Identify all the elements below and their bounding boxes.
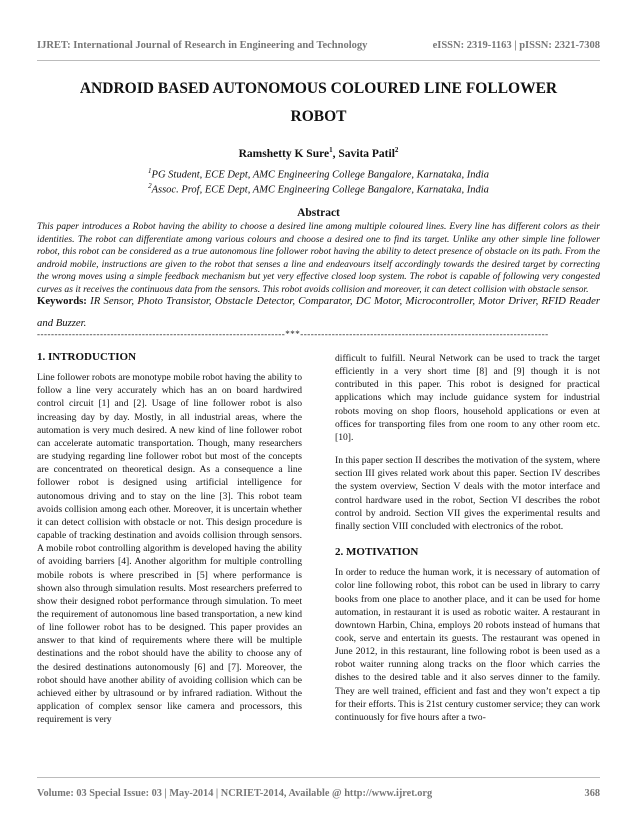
affiliation-1 — [37, 167, 600, 181]
volume-info: Volume: 03 Special Issue: 03 | May-2014 | NCRIET-2014, Available @ http://www.ijret.org — [37, 788, 433, 799]
running-header — [37, 40, 600, 51]
introduction-paragraph: Line follower robots are monotype mobile robot having the ability to follow a line very accurately which has an on board hardwired control circuit [1] and [2]. Usage of line follower robot is also increasing day by day. Mostly, in all industrial areas, where the automation is very much desired. A new kind of line follower robot can accelerate automatic transportation. Though, many researchers are studying regarding line follower robot but most of the concepts are concentrated on theoretical design. As a consequence a line follower robot is designed using artificial intelligence for autonomous driving and to stay on the line [3]. This robot team avoids collision among each other. Moreover, it is uncertain whether it can detect collision with obstacle or not. This design procedure is capable of tracking destination and avoids collision through sensors. A mobile robot controlling algorithm is developed having the ability of avoiding barriers [4]. Another algorithm for multiple controlling mobile robots is where prescribed in [5] where performance is shown also through simulation results. Most researchers preferred to show their designed robot performance through simulation. To meet the requirement of autonomous line based transportation, a new kind of line follower robot has to be designed. This paper provides an answer to that kind of requirements where there will be multiple destinations and the robot should have the ability to choose any of the desired destinations autonomously [6] and [7]. Moreover, the robot should have another ability of avoiding collision which can be achieved either by ultrasound or by infrared radiation. Without the application of complex sensor like camera and processors, this requirement is very — [37, 372, 302, 726]
issn: eISSN: 2319-1163 | pISSN: 2321-7308 — [432, 40, 600, 51]
abstract-heading: Abstract — [297, 207, 340, 219]
author-2: Savita Patil — [338, 147, 395, 160]
header-rule — [37, 60, 600, 61]
affiliation-2-sup: 2 — [148, 182, 152, 190]
keywords-text: IR Sensor, Photo Transistor, Obstacle Detector, Comparator, DC Motor, Microcontroller, Motor Driver, RFID Reader and Buzzer. — [37, 295, 600, 329]
paper-organization-paragraph: In this paper section II describes the motivation of the system, where section III gives related work about this paper. Section IV describes the system overview, Section V deals with the motor interface and control hardware used in the robot, Section VI describes the robot control by android. Section VII gives the experimental results and finally section VIII concluded with electronics of the robot. — [335, 455, 600, 532]
page-number: 368 — [584, 788, 600, 799]
heading-motivation: 2. MOTIVATION — [335, 546, 419, 559]
footer-rule — [37, 777, 600, 778]
abstract-text: This paper introduces a Robot having the ability to choose a desired line among multiple coloured lines. Every line has different colors as their identities. The robot can differentiate among various colours and choose a desired one to find its target. Unlike any other simple line follower robot, this robot can be considered as a true autonomous line follower robot having the ability to detect presence of obstacle on its path. From the android mobile, instructions are given to the robot that senses a line and endeavours itself accordingly towards the desired target by correcting the wrong moves using a simple feedback mechanism but yet very effective closed loop system. The robot is capable of following very congested curves as it receives the continuous data from the sensors. This robot avoids collision and moreover, it can detect collision with obstacle sensor. — [37, 221, 600, 295]
heading-introduction: 1. INTRODUCTION — [37, 351, 137, 363]
title-line-2: ROBOT — [290, 108, 347, 125]
author-2-sup: 2 — [394, 146, 399, 154]
motivation-paragraph: In order to reduce the human work, it is necessary of automation of color line following robot, this robot can be used in library to carry books from one place to another place, and it can be used for home automation, in restaurant it is used as robotic waiter. A restaurant in downtown Harbin, China, employs 20 robots instead of humans that cook, serve and entertain its guests. The restaurant was opened in June 2012, in this restaurant, line following robot is been used as a robot waiter running along tracks on the floor which carries the dishes to the desired table and it also serves dinner to the family. They are well trained, efficient and fast and they won’t expect a tip for their efforts. This is 21st century customer service; they can work continuously for five hours after a two- — [335, 567, 600, 723]
intro-continued-paragraph: difficult to fulfill. Neural Network can be used to track the target efficiently in a very short time [8] and [9] though it is not contributed in this paper. This robot is designed for practical applications which may include guidance system for industrial robots moving on shop floors, household applications or even at offices for transporting files from one room to any other room etc. [10]. — [335, 353, 600, 443]
running-footer — [37, 788, 600, 799]
title-line-1: ANDROID BASED AUTONOMOUS COLOURED LINE FOLLOWER — [79, 80, 558, 97]
keywords-label: Keywords: — [37, 295, 87, 307]
author-1-sup: 1 — [329, 146, 333, 154]
author-1: Ramshetty K Sure — [238, 147, 330, 160]
affiliation-1-sup: 1 — [148, 167, 152, 175]
affiliation-1-text: PG Student, ECE Dept, AMC Engineering College Bangalore, Karnataka, India — [151, 169, 489, 181]
right-column — [335, 352, 600, 724]
authors — [37, 146, 600, 160]
affiliation-2 — [37, 182, 600, 196]
section-separator: -----------------------------------------------------------------------***----------------------------------------------------------------------- — [37, 329, 549, 339]
keywords — [37, 290, 600, 334]
journal-name: IJRET: International Journal of Research in Engineering and Technology — [37, 40, 368, 51]
left-column — [37, 351, 302, 726]
paper-title — [37, 76, 600, 129]
affiliation-2-text: Assoc. Prof, ECE Dept, AMC Engineering College Bangalore, Karnataka, India — [151, 184, 489, 196]
author-separator: , — [332, 147, 339, 160]
